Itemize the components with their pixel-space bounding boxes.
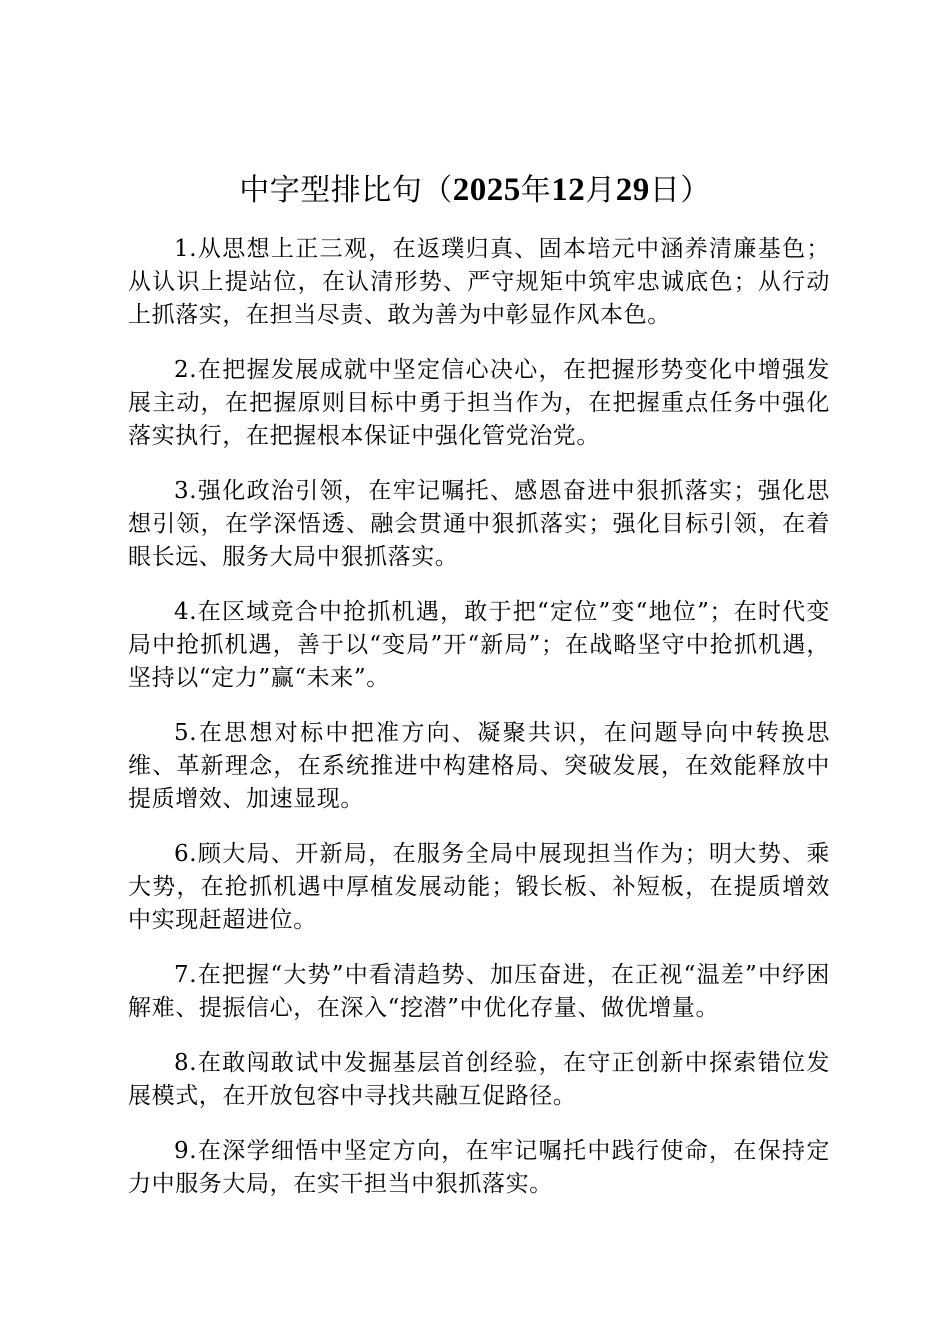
- title-month: 12: [551, 172, 586, 208]
- title-suffix: 日）: [649, 173, 711, 208]
- paragraph-3: 3.强化政治引领，在牢记嘱托、感恩奋进中狠抓落实；强化思想引领，在学深悟透、融会贯通中狠抓落实；强化目标引领，在着眼长远、服务大局中狠抓落实。: [128, 478, 830, 570]
- paragraph-8: 8.在敢闯敢试中发掘基层首创经验，在守正创新中探索错位发展模式，在开放包容中寻找共融互促路径。: [128, 1050, 830, 1109]
- document-title: [0, 168, 950, 213]
- paragraph-2: 2.在把握发展成就中坚定信心决心，在把握形势变化中增强发展主动，在把握原则目标中勇于担当作为，在把握重点任务中强化落实执行，在把握根本保证中强化管党治党。: [128, 357, 830, 449]
- title-year-unit: 年: [520, 173, 552, 208]
- document-body: [128, 233, 830, 1223]
- title-month-unit: 月: [585, 173, 616, 208]
- title-prefix: 中字型排比句（: [239, 173, 453, 208]
- paragraph-4: 4.在区域竞合中抢抓机遇，敢于把“定位”变“地位”；在时代变局中抢抓机遇，善于以“变局”开“新局”；在战略坚守中抢抓机遇，坚持以“定力”赢“未来”。: [128, 599, 830, 691]
- paragraph-1: 1.从思想上正三观，在返璞归真、固本培元中涵养清廉基色；从认识上提站位，在认清形势、严守规矩中筑牢忠诚底色；从行动上抓落实，在担当尽责、敢为善为中彰显作风本色。: [128, 236, 830, 328]
- title-year: 2025: [452, 172, 521, 208]
- paragraph-9: 9.在深学细悟中坚定方向，在牢记嘱托中践行使命，在保持定力中服务大局，在实干担当中狠抓落实。: [128, 1138, 830, 1197]
- paragraph-5: 5.在思想对标中把准方向、凝聚共识，在问题导向中转换思维、革新理念，在系统推进中构建格局、突破发展，在效能释放中提质增效、加速显现。: [128, 720, 830, 812]
- paragraph-7: 7.在把握“大势”中看清趋势、加压奋进，在正视“温差”中纾困解难、提振信心，在深入“挖潜”中优化存量、做优增量。: [128, 962, 830, 1021]
- paragraph-6: 6.顾大局、开新局，在服务全局中展现担当作为；明大势、乘大势，在抢抓机遇中厚植发展动能；锻长板、补短板，在提质增效中实现赶超进位。: [128, 841, 830, 933]
- title-day: 29: [615, 172, 650, 208]
